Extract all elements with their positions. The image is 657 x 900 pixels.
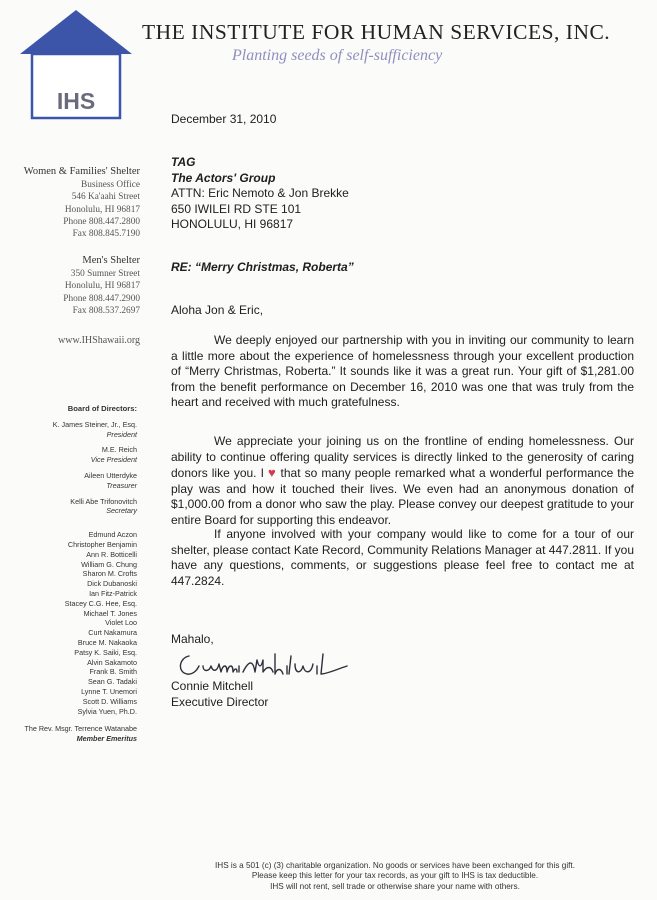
board-member: Scott D. Williams [82, 696, 137, 706]
board-member: Sylvia Yuen, Ph.D. [77, 706, 137, 716]
spacer [24, 522, 137, 530]
shelter-line: Business Office [81, 180, 140, 191]
shelter-line: Honolulu, HI 96817 [64, 281, 140, 292]
recipient-line: HONOLULU, HI 96817 [171, 217, 294, 231]
officer-name: K. James Steiner, Jr., Esq. [52, 419, 137, 429]
closing: Mahalo, [171, 632, 214, 646]
officer-name: Aileen Utterdyke [84, 470, 137, 480]
body-paragraph-2 [171, 434, 634, 528]
board-member: Frank B. Smith [89, 667, 137, 677]
shelter-name: Women & Families' Shelter [23, 166, 140, 177]
officer-role: President [106, 429, 137, 439]
board-member: Lynne T. Unemori [81, 686, 137, 696]
letter-date: December 31, 2010 [171, 112, 277, 126]
recipient-line: ATTN: Eric Nemoto & Jon Brekke [171, 186, 349, 200]
tagline: Planting seeds of self-sufficiency [232, 47, 443, 64]
signer-name: Connie Mitchell [171, 679, 254, 693]
board-member: Sharon M. Crofts [82, 569, 137, 579]
footer-line: IHS will not rent, sell trade or otherwise share your name with others. [270, 881, 520, 891]
board-officer [24, 497, 137, 517]
officer-role: Vice President [90, 455, 137, 465]
officer-role: Treasurer [106, 480, 137, 490]
board-officer [24, 420, 137, 440]
board-member: Edmund Aczon [88, 530, 137, 540]
officer-name: M.E. Reich [101, 445, 137, 455]
emeritus-role: Member Emeritus [76, 734, 137, 744]
ihs-logo [18, 8, 134, 120]
paragraph-text-a: We appreciate your joining us on the frontline of ending homelessness. Our ability to continue offering quality services is directly linked to the generosity of caring donors like you. I [171, 434, 634, 480]
mens-shelter [63, 255, 140, 317]
board-member: Ann R. Botticelli [86, 549, 137, 559]
board-of-directors [24, 404, 137, 744]
logo-text: IHS [56, 88, 96, 114]
handwritten-signature [175, 646, 360, 682]
recipient-line: The Actors' Group [171, 170, 276, 185]
paragraph-text-b: that so many people remarked what a wonderful performance the play was and how it touched their lives. We even had an anonymous donation of $1,000.00 from a donor who saw the play. Please convey our deepest gratitude to your entire Board for supporting this endeavor. [171, 466, 634, 527]
women-families-shelter [24, 166, 140, 240]
paragraph-text: If anyone involved with your company would like to come for a tour of our shelter, please contact Kate Record, Community Relations Manager at 447.2811. If you have any questions, comments, or suggestions please feel free to contact me at 447.2824. [171, 527, 634, 588]
signer-title: Executive Director [171, 694, 269, 709]
logo-roof [20, 10, 132, 54]
board-member: William G. Chung [81, 559, 137, 569]
recipient-line: TAG [171, 155, 196, 169]
board-title: Board of Directors: [67, 404, 137, 413]
paragraph-text: We deeply enjoyed our partnership with you in inviting our community to learn a little more about the experience of homelessness through your excellent production of “Merry Christmas, Roberta.” It sounds like it was a great run. Your gift of $1,281.00 from the benefit performance on December 16, 2010 was one that was truly from the heart and received with much gratefulness. [171, 333, 634, 409]
footer-line: Please keep this letter for your tax records, as your gift to IHS is tax deductible. [251, 871, 539, 881]
recipient-line: 650 IWILEI RD STE 101 [171, 201, 302, 216]
spacer [24, 716, 137, 724]
shelter-line: Fax 808.537.2697 [72, 305, 140, 316]
shelter-name: Men's Shelter [82, 255, 140, 266]
subject-line: RE: “Merry Christmas, Roberta” [171, 260, 354, 274]
website-link[interactable]: www.IHShawaii.org [58, 335, 140, 346]
footer-line: IHS is a 501 (c) (3) charitable organization. No goods or services have been exchanged for this gift. [215, 861, 575, 870]
footer-disclaimer [150, 861, 640, 892]
shelter-line: 546 Ka'aahi Street [71, 192, 140, 203]
board-member: Sean G. Tadaki [87, 677, 137, 687]
paragraph-text [171, 434, 634, 528]
board-member: Ian Fitz-Patrick [89, 588, 137, 598]
officer-name: Kelli Abe Trifonovitch [70, 496, 137, 506]
board-officer [24, 471, 137, 491]
board-member: Curt Nakamura [88, 628, 137, 638]
board-member: Violet Loo [105, 618, 137, 628]
shelter-line: 350 Sumner Street [70, 269, 140, 280]
board-member: Stacey C.G. Hee, Esq. [64, 598, 137, 608]
salutation: Aloha Jon & Eric, [171, 303, 264, 317]
shelter-line: Fax 808.845.7190 [72, 229, 140, 240]
body-paragraph-3 [171, 527, 634, 589]
board-member: Christopher Benjamin [67, 539, 137, 549]
heart-icon: ♥ [268, 465, 277, 480]
recipient-address [171, 155, 349, 233]
board-member: Patsy K. Saiki, Esq. [74, 647, 137, 657]
board-member: Michael T. Jones [83, 608, 137, 618]
shelter-line: Phone 808.447.2800 [63, 216, 140, 227]
shelter-line: Phone 808.447.2900 [63, 293, 140, 304]
board-member: Bruce M. Nakaoka [77, 637, 137, 647]
officer-role: Secretary [106, 506, 137, 516]
signature-stroke [180, 654, 347, 674]
signer-block [171, 679, 268, 710]
board-member: Dick Dubanoski [87, 579, 137, 589]
board-member: Alvin Sakamoto [87, 657, 137, 667]
board-officer [24, 445, 137, 465]
shelter-line: Honolulu, HI 96817 [64, 204, 140, 215]
emeritus-name: The Rev. Msgr. Terrence Watanabe [24, 724, 137, 734]
body-paragraph-1 [171, 333, 634, 411]
organization-name: THE INSTITUTE FOR HUMAN SERVICES, INC. [142, 20, 611, 44]
